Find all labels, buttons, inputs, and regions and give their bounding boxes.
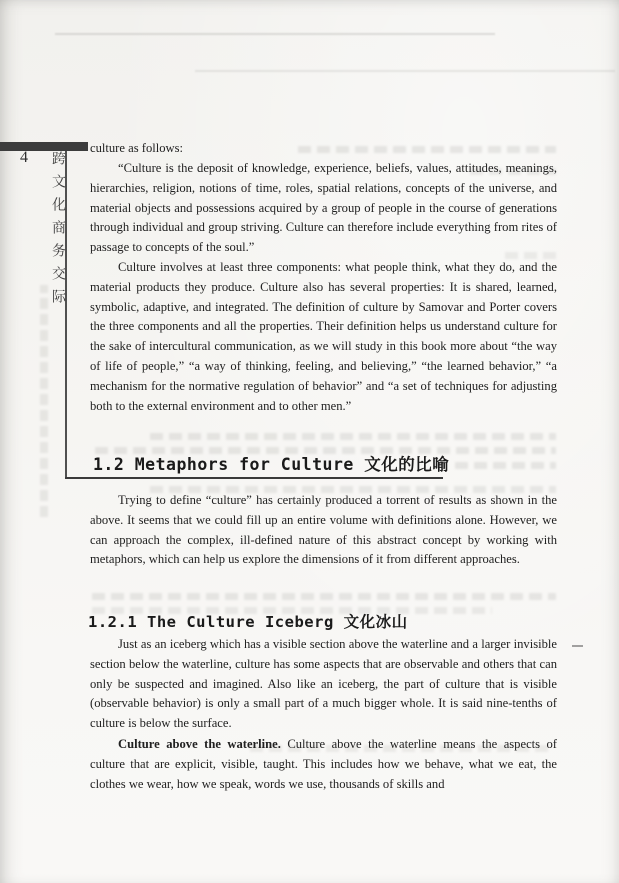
- waterline-paragraph: [90, 735, 557, 794]
- scan-streak-artifact: [55, 33, 495, 35]
- sidebar-book-title-vertical: 跨文化商务交际: [50, 151, 65, 312]
- intro-continuation-line: culture as follows:: [90, 141, 184, 155]
- scan-streak-artifact: [195, 70, 615, 72]
- bleed-through-artifact: [92, 593, 556, 600]
- bleed-through-artifact: [95, 447, 556, 454]
- culture-definition-quote-paragraph: “Culture is the deposit of knowledge, experience, beliefs, values, attitudes, meanings, hierarchies, religion, notions of time, roles, spatial relations, concepts of the universe, and material objects and possessions acquired by a group of people in the course of generations through individual and group striving. Culture can therefore include everything from rites of passage to concepts of the soul.”: [90, 161, 557, 255]
- section-heading-1-2: 1.2 Metaphors for Culture 文化的比喻: [93, 455, 450, 474]
- bleed-through-artifact: [455, 462, 556, 469]
- culture-components-paragraph: Culture involves at least three components: what people think, what they do, and the material products they produce. Culture also has several properties: It is shared, learned, symbolic, adaptive, and integrated. The definition of culture by Samovar and Porter covers the three components and all the properties. Their definition helps us understand culture for the sake of intercultural communication, as we will study in this book more about “the way of life of people,” “a way of thinking, feeling, and believing,” “the learned behavior,” “a mechanism for the normative regulation of behavior” and “a set of techniques for adjusting both to the external environment and to other men.”: [90, 260, 557, 413]
- metaphors-intro-paragraph: Trying to define “culture” has certainly produced a torrent of results as shown in the above. It seems that we could fill up an entire volume with definitions alone. However, we can approach the complex, ill-defined nature of this abstract concept by working with metaphors, which can help us explore the dimensions of it from different approaches.: [90, 493, 557, 567]
- iceberg-paragraph: Just as an iceberg which has a visible section above the waterline and a larger invisible section below the waterline, culture has some aspects that are observable and others that can only be suspected and imagined. Also like an iceberg, the part of culture that is visible (observable behavior) is only a small part of a much bigger whole. It is said nine-tenths of culture is below the surface.: [90, 637, 557, 731]
- sidebar-vertical-rule: [65, 151, 67, 478]
- section-heading-underline: [65, 477, 443, 479]
- subsection-heading-1-2-1: 1.2.1 The Culture Iceberg 文化冰山: [88, 613, 408, 631]
- page-number: 4: [20, 149, 28, 166]
- margin-mark-artifact: [572, 645, 583, 647]
- bleed-through-artifact: [150, 433, 556, 440]
- waterline-rest-text: Culture above the waterline means the aspects of culture that are explicit, visible, taught. This includes how we behave, what we eat, the clothes we wear, how we speak, words we use, thousands of skills and: [90, 737, 557, 791]
- waterline-lead-bold: Culture above the waterline.: [118, 737, 281, 751]
